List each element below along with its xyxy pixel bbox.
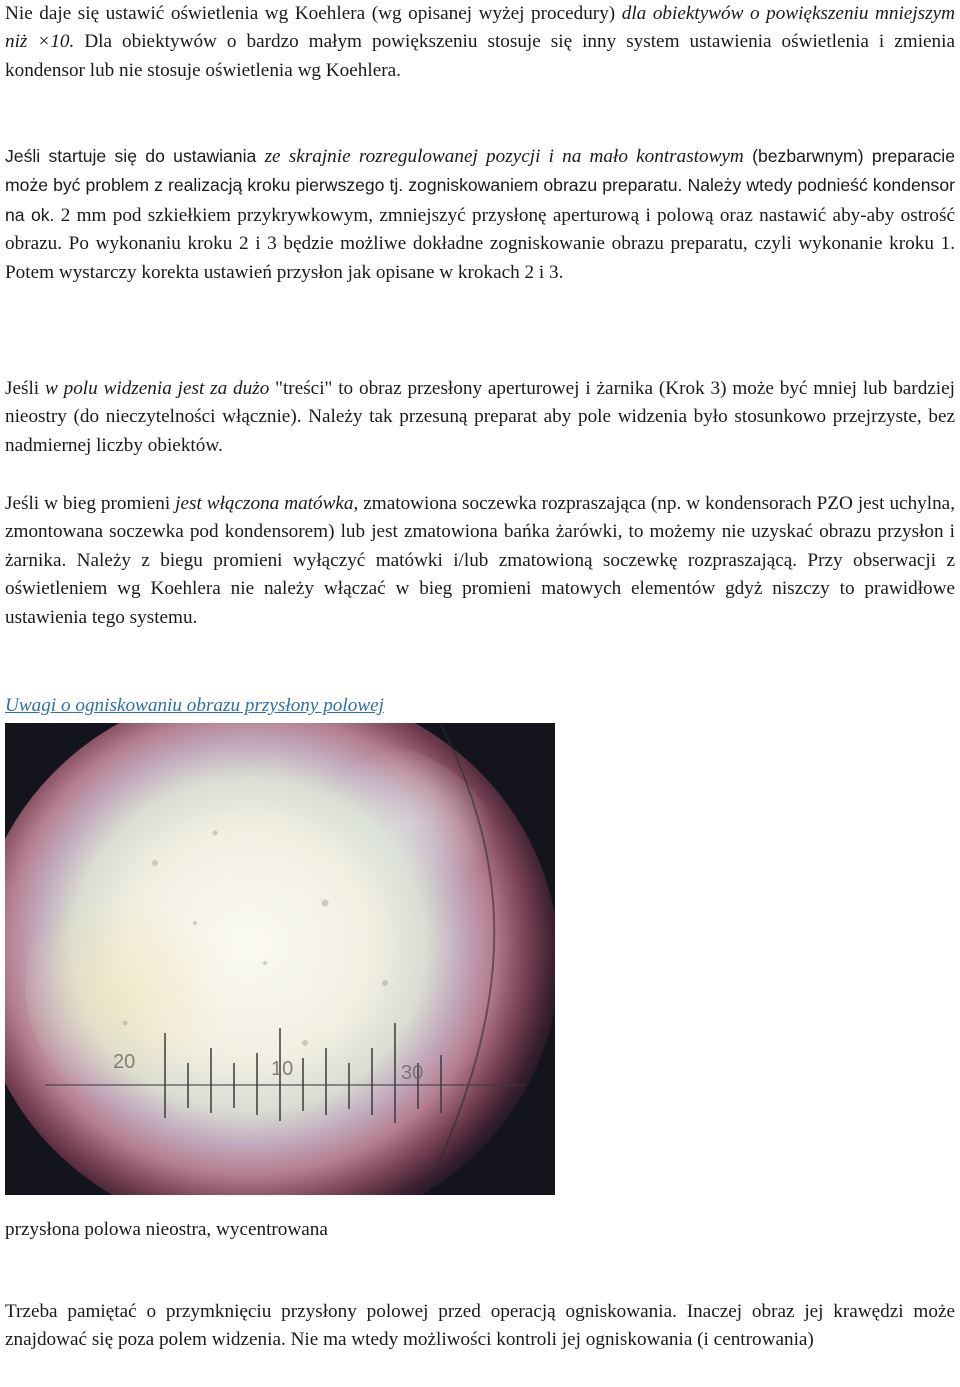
paragraph-text: , zmatowiona soczewka rozpraszająca (np. w kondensorach PZO jest uchylna, zmontowana soczewka pod kondensorem) lub jest zmatowiona bańka żarówki, to możemy nie uzyskać obrazu przysłon i żarnika. Należy z biegu promieni wyłączyć matówki i/lub zmatowioną soczewkę rozpraszającą. Przy obserwacji z oświetleniem wg Koehlera nie należy włączać w bieg promieni matowych elementów gdyż niszczy to prawidłowe ustawienia tego systemu. [5,493,955,628]
paragraph-text: Nie daje się ustawić oświetlenia wg Koehlera (wg opisanej wyżej procedury) [5,3,622,24]
emphasis-text: jest włączona matówka [175,493,354,514]
paragraph-field-stop-note: Trzeba pamiętać o przymknięciu przysłony polowej przed operacją ogniskowania. Inaczej obraz jej krawędzi może znajdować się poza polem widzenia. Nie ma wtedy możliwości kontroli jej ogniskowania (i centrowania) [5,1301,955,1351]
paragraph-text: Po wykonaniu kroku 2 i 3 będzie możliwe dokładne zogniskowanie obrazu preparatu, czyli wykonanie kroku 1. Potem wystarczy korekta ustawień przysłon jak opisane w krokach 2 i 3. [5,233,955,283]
paragraph-koehler-limits [5,0,955,85]
figure-caption: przysłona polowa nieostra, wycentrowana [5,1219,328,1240]
emphasis-text: w polu widzenia jest za dużo [44,378,270,399]
scale-label: 20 [113,1051,136,1073]
paragraph-text: Dla obiektywów o bardzo małym powiększeniu stosuje się inny system ustawienia oświetlenia i zmienia kondensor lub nie stosuje oświetlenia wg Koehlera. [5,31,955,81]
paragraph-diffuser [5,490,955,632]
scale-label: 10 [271,1058,294,1080]
section-heading: Uwagi o ogniskowaniu obrazu przysłony polowej [5,695,384,716]
paragraph-text: Należy wtedy podnieść kondensor na ok. [5,175,955,225]
emphasis-text: dla obiektywów o powiększeniu mniejszym niż ×10. [5,3,955,53]
paragraph-text: Jeśli [5,378,45,399]
paragraph-text: 2 mm pod szkiełkiem przykrywkowym, zmniejszyć przysłonę aperturową i polową oraz nastawić aby-aby ostrość obrazu. [5,204,955,255]
paragraph-text: (bezbarwnym) preparacie może być problem z realizacją kroku pierwszego tj. zogniskowaniem obrazu preparatu. [5,146,955,196]
scale-label: 30 [401,1062,424,1084]
emphasis-text: ze skrajnie rozregulowanej pozycji i na mało kontrastowym [264,146,744,167]
paragraph-field-content [5,375,955,460]
microscope-field-photo [5,723,555,1195]
cool-glow [225,743,505,1003]
paragraph-startup [5,142,955,287]
paragraph-text: "treści" to obraz przesłony aperturowej i żarnika (Krok 3) może być mniej lub bardziej nieostry (do nieczytelności włącznie). Należy tak przesuną preparat aby pole widzenia było stosunkowo przejrzyste, bez nadmiernej liczby obiektów. [5,378,955,456]
paragraph-text: Jeśli startuje się do ustawiania [5,146,265,166]
paragraph-text: Jeśli w bieg promieni [5,493,176,514]
